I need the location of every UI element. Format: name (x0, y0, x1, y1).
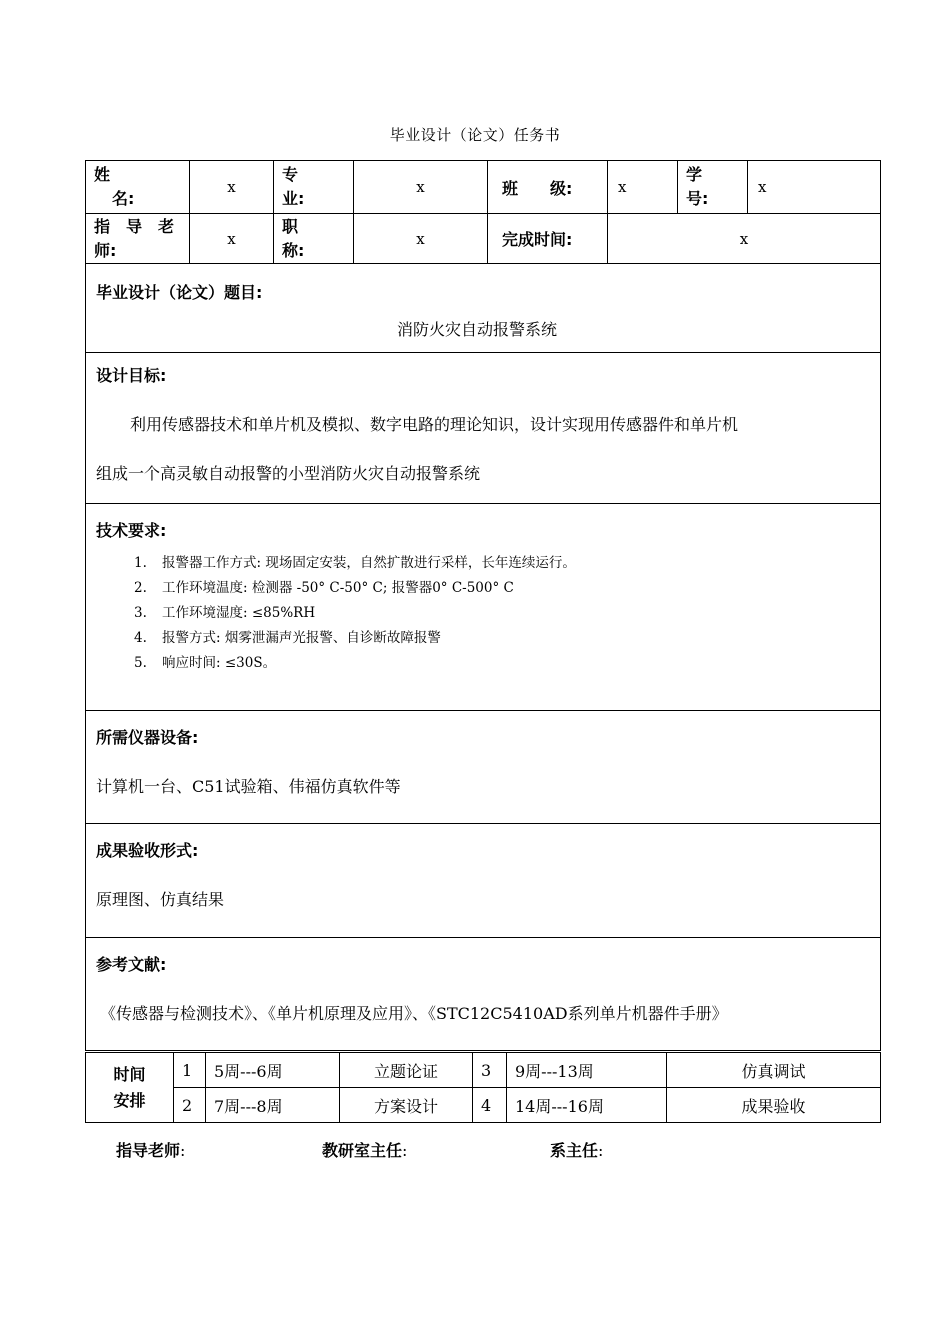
goal-heading: 设计目标: (96, 366, 167, 385)
requirements-list (96, 551, 870, 676)
deadline-label: 完成时间: (488, 214, 608, 264)
list-item: 4. 报警方式: 烟雾泄漏声光报警、自诊断故障报警 (134, 630, 441, 646)
topic-section (86, 264, 881, 353)
deadline-value: x (608, 214, 881, 264)
student-id-label: 学 号: (678, 161, 748, 214)
schedule-period: 14周---16周 (507, 1088, 667, 1123)
student-id-value: x (748, 161, 881, 214)
advisor-signature: 指导老师: (116, 1141, 186, 1160)
class-value: x (608, 161, 678, 214)
schedule-num: 2 (174, 1088, 206, 1123)
equipment-heading: 所需仪器设备: (96, 728, 199, 747)
references-heading: 参考文献: (96, 955, 167, 974)
outcome-heading: 成果验收形式: (96, 841, 199, 860)
list-item: 5. 响应时间: ≤30S。 (134, 655, 277, 671)
name-label: 姓 名: (86, 161, 190, 214)
schedule-num: 4 (473, 1088, 507, 1123)
list-item: 1. 报警器工作方式: 现场固定安装，自然扩散进行采样，长年连续运行。 (134, 555, 576, 571)
advisor-value: x (190, 214, 274, 264)
schedule-period: 5周---6周 (206, 1053, 340, 1088)
goal-line-2: 组成一个高灵敏自动报警的小型消防火灾自动报警系统 (96, 464, 481, 483)
schedule-task: 仿真调试 (667, 1053, 881, 1088)
schedule-num: 3 (473, 1053, 507, 1088)
requirements-heading: 技术要求: (96, 521, 167, 540)
schedule-table (85, 1052, 881, 1123)
references-section (86, 938, 881, 1051)
topic-heading: 毕业设计（论文）题目: (96, 283, 263, 302)
schedule-period: 7周---8周 (206, 1088, 340, 1123)
outcome-text: 原理图、仿真结果 (96, 890, 225, 909)
schedule-period: 9周---13周 (507, 1053, 667, 1088)
outcome-section (86, 824, 881, 938)
dept-head-signature: 系主任: (550, 1141, 604, 1160)
class-label: 班 级: (488, 161, 608, 214)
document-title: 毕业设计（论文）任务书 (389, 126, 561, 144)
equipment-section (86, 711, 881, 824)
schedule-task: 成果验收 (667, 1088, 881, 1123)
name-value: x (190, 161, 274, 214)
advisor-label: 指 导 老 师: (86, 214, 190, 264)
list-item: 2. 工作环境温度: 检测器 -50° C-50° C; 报警器0° C-500° C (134, 580, 514, 596)
schedule-task: 方案设计 (340, 1088, 473, 1123)
director-signature: 教研室主任: (322, 1141, 408, 1160)
equipment-text: 计算机一台、C51试验箱、伟福仿真软件等 (96, 777, 401, 796)
task-table (85, 160, 881, 1051)
title-rank-label: 职 称: (274, 214, 354, 264)
goal-line-1: 利用传感器技术和单片机及模拟、数字电路的理论知识，设计实现用传感器件和单片机 (130, 415, 739, 434)
references-text: 《传感器与检测技术》、《单片机原理及应用》、《STC12C5410AD系列单片机器件手册》 (100, 1004, 728, 1023)
topic-text: 消防火灾自动报警系统 (396, 320, 557, 339)
requirements-section (86, 504, 881, 711)
major-label: 专 业: (274, 161, 354, 214)
goal-section (86, 353, 881, 504)
schedule-num: 1 (174, 1053, 206, 1088)
list-item: 3. 工作环境湿度: ≤85%RH (134, 605, 316, 621)
major-value: x (354, 161, 488, 214)
schedule-task: 立题论证 (340, 1053, 473, 1088)
title-rank-value: x (354, 214, 488, 264)
schedule-label: 时间 安排 (86, 1053, 174, 1123)
